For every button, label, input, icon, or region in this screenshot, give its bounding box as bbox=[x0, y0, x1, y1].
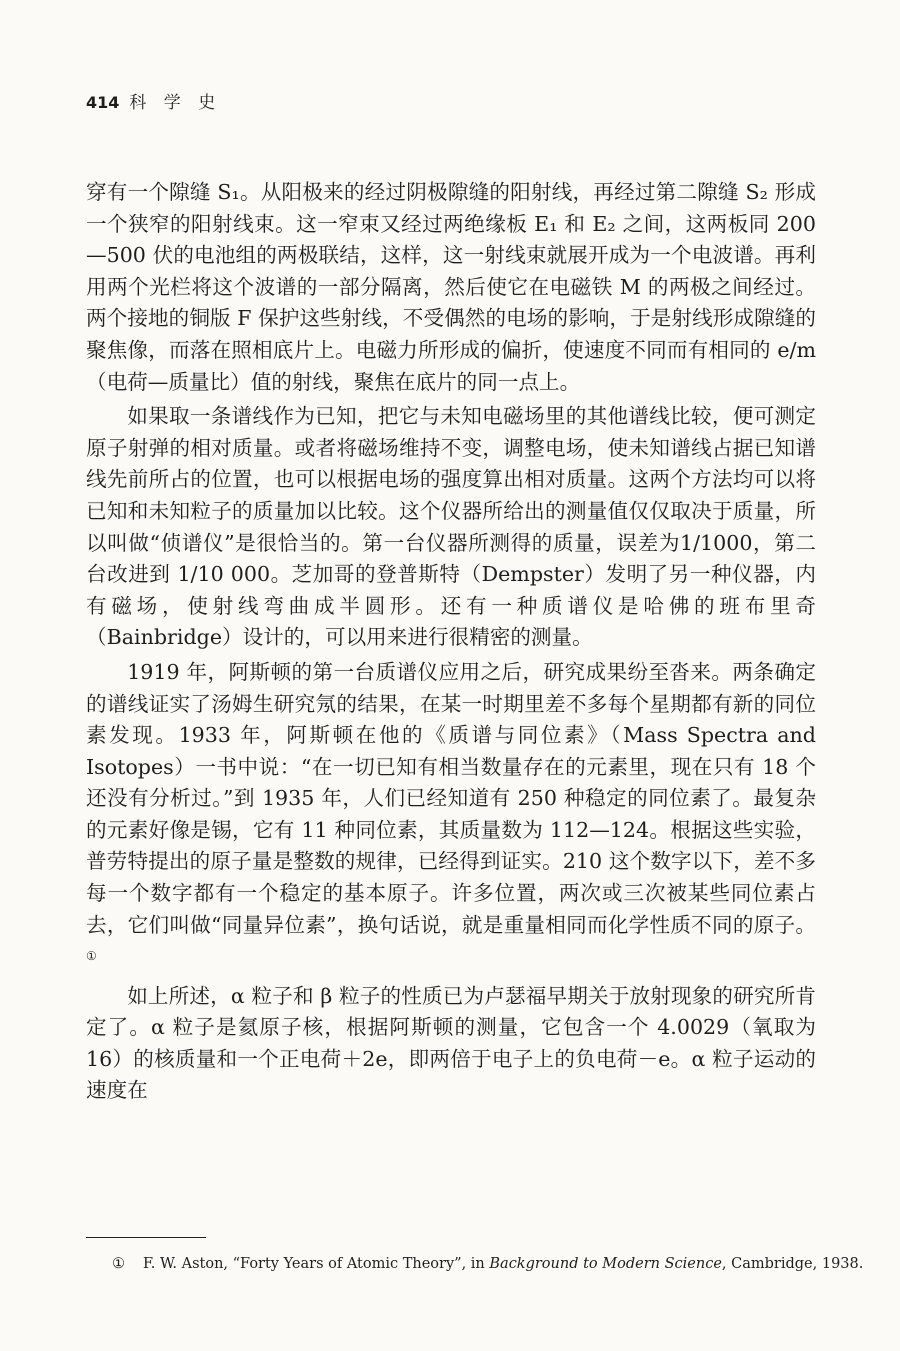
paragraph-1: 穿有一个隙缝 S₁。从阳极来的经过阴极隙缝的阳射线，再经过第二隙缝 S₂ 形成一个狭窄的阳射线束。这一窄束又经过两绝缘板 E₁ 和 E₂ 之间，这两板同 200—500 伏的电池组的两极联结，这样，这一射线束就展开成为一个电波谱。再利用两个光栏将这个波谱的一部分隔离，然后使它在电磁铁 M 的两极之间经过。两个接地的铜版 F 保护这些射线，不受偶然的电场的影响，于是射线形成隙缝的聚焦像，而落在照相底片上。电磁力所形成的偏折，使速度不同而有相同的 e/m（电荷—质量比）值的射线，聚焦在底片的同一点上。 bbox=[86, 180, 816, 394]
paragraph-4: 如上所述，α 粒子和 β 粒子的性质已为卢瑟福早期关于放射现象的研究所肯定了。α 粒子是氦原子核，根据阿斯顿的测量，它包含一个 4.0029（氧取为 16）的核质量和一个正电荷＋2e，即两倍于电子上的负电荷－e。α 粒子运动的速度在 bbox=[86, 983, 816, 1103]
paragraph-3-text: 1919 年，阿斯顿的第一台质谱仪应用之后，研究成果纷至沓来。两条确定的谱线证实了汤姆生研究氖的结果，在某一时期里差不多每个星期都有新的同位素发现。1933 年，阿斯顿在他的《质谱与同位素》（Mass Spectra and Isotopes）一书中说：“在一切已知有相当数量存在的元素里，现在只有 18 个还没有分析过。”到 1935 年，人们已经知道有 250 种稳定的同位素了。最复杂的元素好像是锡，它有 11 种同位素，其质量数为 112—124。根据这些实验，普劳特提出的原子量是整数的规律，已经得到证实。210 这个数字以下，差不多每一个数字都有一个稳定的基本原子。许多位置，两次或三次被某些同位素占去，它们叫做“同量异位素”，换句话说，就是重量相同而化学性质不同的原子。 bbox=[86, 659, 816, 937]
footnote bbox=[112, 1254, 864, 1274]
book-title: 科 学 史 bbox=[129, 93, 222, 113]
footnote-text-after: , Cambridge, 1938. bbox=[721, 1256, 864, 1272]
page-number: 414 bbox=[86, 93, 120, 112]
paragraph-2: 如果取一条谱线作为已知，把它与未知电磁场里的其他谱线比较，便可测定原子射弹的相对质量。或者将磁场维持不变，调整电场，使未知谱线占据已知谱线先前所占的位置，也可以根据电场的强度算出相对质量。这两个方法均可以将已知和未知粒子的质量加以比较。这个仪器所给出的测量值仅仅取决于质量，所以叫做“侦谱仪”是很恰当的。第一台仪器所测得的质量，误差为1/1000，第二台改进到 1/10 000。芝加哥的登普斯特（Dempster）发明了另一种仪器，内有磁场，使射线弯曲成半圆形。还有一种质谱仪是哈佛的班布里奇（Bainbridge）设计的，可以用来进行很精密的测量。 bbox=[86, 404, 816, 650]
footnote-reference[interactable]: ① bbox=[86, 949, 97, 964]
footnote-text-before: F. W. Aston, “Forty Years of Atomic Theory”, in bbox=[143, 1256, 490, 1272]
body-text bbox=[86, 177, 816, 1107]
footnote-divider bbox=[86, 1237, 206, 1238]
running-header bbox=[86, 88, 221, 113]
footnote-mark: ① bbox=[112, 1256, 125, 1272]
paragraph-3 bbox=[86, 657, 816, 978]
footnote-book-title: Background to Modern Science bbox=[489, 1256, 722, 1272]
